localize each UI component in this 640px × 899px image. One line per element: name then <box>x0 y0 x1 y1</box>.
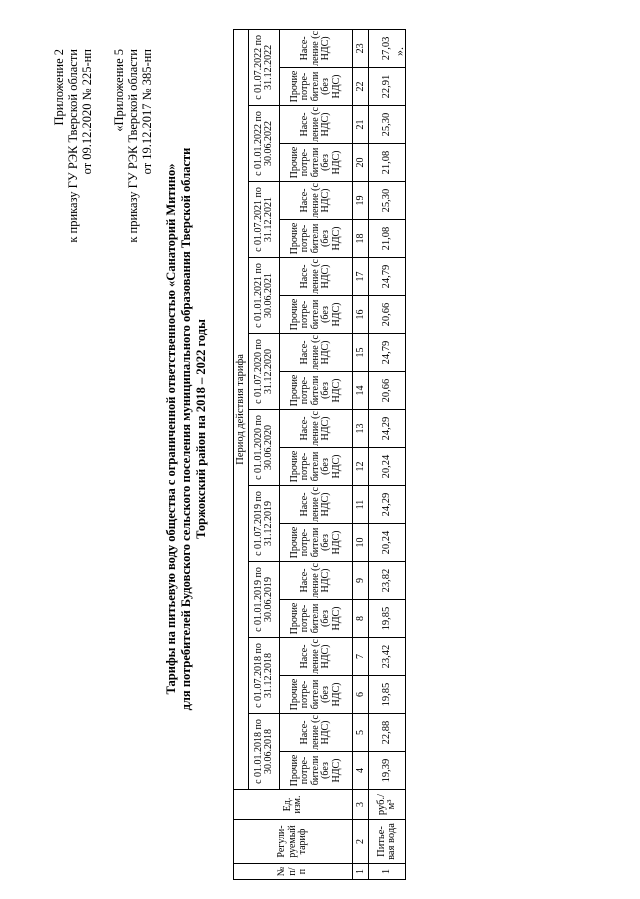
category-population: Насе-ление (с НДС) <box>280 562 353 600</box>
period-range: с 01.01.2021 по 30.06.2021 <box>249 258 280 334</box>
tariff-value: 22,88 <box>369 714 406 752</box>
period-range: с 01.07.2021 по 31.12.2021 <box>249 182 280 258</box>
col-header-unit: Ед. изм. <box>234 790 353 820</box>
tariff-table <box>233 29 406 880</box>
appendix-header-line: к приказу ГУ РЭК Тверской области <box>126 49 140 243</box>
category-population: Насе-ление (с НДС) <box>280 714 353 752</box>
row-unit: руб./ м³ <box>369 790 406 820</box>
category-other: Прочие потре-бители (без НДС) <box>280 600 353 638</box>
column-index-row <box>353 29 369 879</box>
column-index: 4 <box>353 752 369 790</box>
tariff-value: 20,24 <box>369 524 406 562</box>
column-index: 23 <box>353 29 369 67</box>
category-population: Насе-ление (с НДС) <box>280 334 353 372</box>
category-other: Прочие потре-бители (без НДС) <box>280 220 353 258</box>
column-index: 11 <box>353 486 369 524</box>
category-population: Насе-ление (с НДС) <box>280 106 353 144</box>
tariff-value: 21,08 <box>369 144 406 182</box>
tariff-value: 25,30 <box>369 182 406 220</box>
category-other: Прочие потре-бители (без НДС) <box>280 676 353 714</box>
title-line: для потребителей Будовского сельского поселения муниципального образования Тверской области <box>179 147 193 711</box>
tariff-value: 27,03 <box>369 29 406 67</box>
category-other: Прочие потре-бители (без НДС) <box>280 372 353 410</box>
table-row <box>369 29 406 879</box>
column-index: 10 <box>353 524 369 562</box>
column-index: 21 <box>353 106 369 144</box>
tariff-value: 24,79 <box>369 334 406 372</box>
period-range-row <box>249 29 280 879</box>
appendix-header-prev <box>112 49 154 309</box>
closing-quote: ». <box>392 47 406 56</box>
column-index: 19 <box>353 182 369 220</box>
category-other: Прочие потре-бители (без НДС) <box>280 144 353 182</box>
column-index: 22 <box>353 68 369 106</box>
tariff-value: 22,91 <box>369 68 406 106</box>
document-title <box>164 99 209 759</box>
column-index: 5 <box>353 714 369 752</box>
tariff-value: 20,66 <box>369 296 406 334</box>
appendix-header-line: к приказу ГУ РЭК Тверской области <box>66 49 80 243</box>
row-no: 1 <box>369 864 406 880</box>
category-row <box>280 29 353 879</box>
column-index: 18 <box>353 220 369 258</box>
category-other: Прочие потре-бители (без НДС) <box>280 524 353 562</box>
tariff-value: 19,85 <box>369 600 406 638</box>
tariff-value: 23,42 <box>369 638 406 676</box>
tariff-value: 20,24 <box>369 448 406 486</box>
period-range: с 01.01.2018 по 30.06.2018 <box>249 714 280 790</box>
tariff-value: 21,08 <box>369 220 406 258</box>
category-other: Прочие потре-бители (без НДС) <box>280 448 353 486</box>
category-population: Насе-ление (с НДС) <box>280 638 353 676</box>
category-population: Насе-ление (с НДС) <box>280 29 353 67</box>
column-index: 15 <box>353 334 369 372</box>
category-other: Прочие потре-бители (без НДС) <box>280 296 353 334</box>
period-range: с 01.07.2018 по 31.12.2018 <box>249 638 280 714</box>
tariff-value: 25,30 <box>369 106 406 144</box>
period-range: с 01.07.2020 по 31.12.2020 <box>249 334 280 410</box>
column-index: 6 <box>353 676 369 714</box>
period-range: с 01.07.2019 по 31.12.2019 <box>249 486 280 562</box>
tariff-value: 19,39 <box>369 752 406 790</box>
period-range: с 01.01.2020 по 30.06.2020 <box>249 410 280 486</box>
category-population: Насе-ление (с НДС) <box>280 410 353 448</box>
col-header-tariff: Регули-руемый тариф <box>234 820 353 864</box>
category-population: Насе-ление (с НДС) <box>280 258 353 296</box>
appendix-header-line: от 09.12.2020 № 225-нп <box>80 49 94 175</box>
category-other: Прочие потре-бители (без НДС) <box>280 68 353 106</box>
tariff-value: 19,85 <box>369 676 406 714</box>
column-index: 13 <box>353 410 369 448</box>
column-index: 20 <box>353 144 369 182</box>
column-index: 2 <box>353 820 369 864</box>
column-index: 14 <box>353 372 369 410</box>
appendix-header <box>52 49 94 309</box>
column-index: 7 <box>353 638 369 676</box>
column-index: 16 <box>353 296 369 334</box>
appendix-header-line: от 19.12.2017 № 385-нп <box>140 49 154 175</box>
category-population: Насе-ление (с НДС) <box>280 182 353 220</box>
tariff-value: 24,29 <box>369 486 406 524</box>
tariff-table-wrapper <box>233 30 406 880</box>
period-range: с 01.01.2022 по 30.06.2022 <box>249 106 280 182</box>
period-header: Период действия тарифа <box>234 29 249 789</box>
appendix-header-line: «Приложение 5 <box>112 49 126 132</box>
category-population: Насе-ление (с НДС) <box>280 486 353 524</box>
title-line: Тарифы на питьевую воду общества с ограниченной ответственностью «Санаторий Митино» <box>164 163 178 695</box>
column-index: 1 <box>353 864 369 880</box>
tariff-value: 23,82 <box>369 562 406 600</box>
column-index: 17 <box>353 258 369 296</box>
appendix-header-line: Приложение 2 <box>52 49 66 126</box>
title-line: Торжокский район на 2018 – 2022 годы <box>194 319 208 539</box>
period-range: с 01.07.2022 по 31.12.2022 <box>249 29 280 105</box>
column-index: 8 <box>353 600 369 638</box>
column-index: 9 <box>353 562 369 600</box>
category-other: Прочие потре-бители (без НДС) <box>280 752 353 790</box>
tariff-value: 20,66 <box>369 372 406 410</box>
col-header-no: № п/ п <box>234 864 353 880</box>
tariff-value: 24,29 <box>369 410 406 448</box>
column-index: 3 <box>353 790 369 820</box>
period-range: с 01.01.2019 по 30.06.2019 <box>249 562 280 638</box>
column-index: 12 <box>353 448 369 486</box>
tariff-value: 24,79 <box>369 258 406 296</box>
row-tariff: Питье-вая вода <box>369 820 406 864</box>
